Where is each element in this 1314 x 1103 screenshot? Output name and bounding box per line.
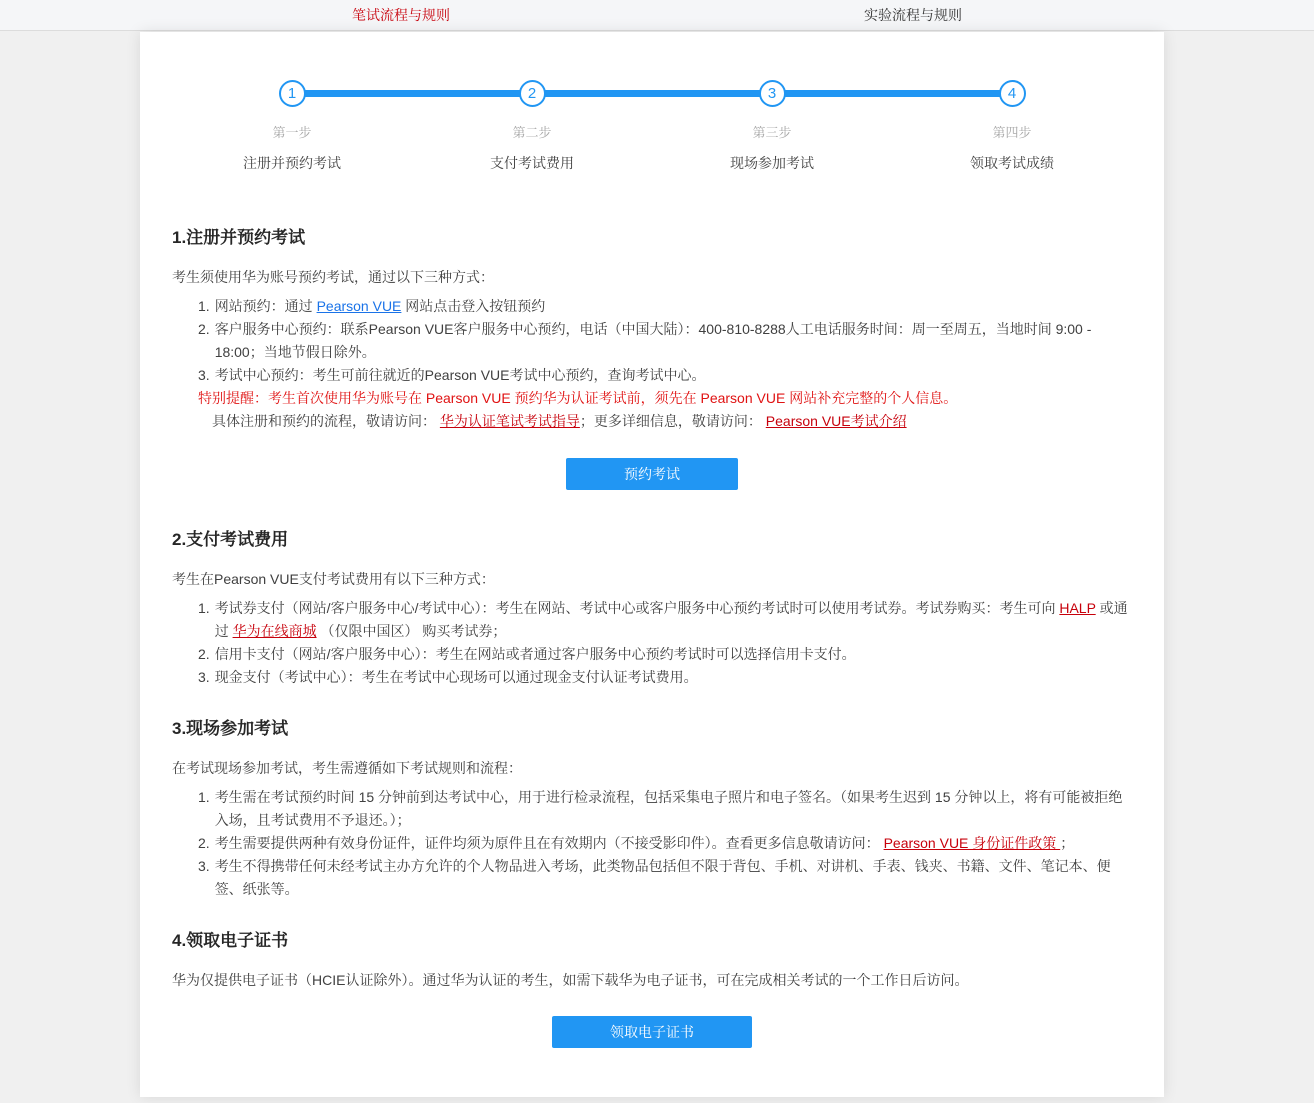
list-item-text [215, 364, 1132, 387]
text-segment: ； [1060, 835, 1075, 851]
section-1-intro: 考生须使用华为账号预约考试，通过以下三种方式： [172, 269, 494, 285]
list-item-text [215, 295, 1132, 318]
list-item [198, 364, 1132, 387]
text-segment: 或通过 [214, 600, 1128, 639]
list-item [198, 666, 1132, 689]
inline-link[interactable]: Pearson VUE [316, 298, 402, 314]
tab-lab-exam-process[interactable]: 实验流程与规则 [864, 7, 962, 23]
exam-steps-stepper [140, 32, 1164, 172]
section-3-list [172, 786, 1132, 901]
step-1-label: 第一步 [272, 125, 312, 140]
section-2-intro: 考生在Pearson VUE支付考试费用有以下三种方式： [172, 571, 495, 587]
inline-link[interactable]: HALP [1059, 600, 1096, 616]
text-segment: 具体注册和预约的流程，敬请访问： [212, 413, 440, 429]
text-segment: 网站点击登入按钮预约 [401, 298, 546, 314]
list-item-text [215, 597, 1132, 643]
step-3-title: 现场参加考试 [730, 155, 814, 171]
step-4 [892, 80, 1132, 172]
list-item-number: 1. [198, 600, 210, 616]
text-segment: 客户服务中心预约：联系Pearson VUE客户服务中心预约，电话（中国大陆）：400-810-8288人工电话服务时间：周一至周五，当地时间 9:00 - 18:00；当地节假日除外。 [214, 321, 1092, 360]
content-card [140, 32, 1164, 1097]
tab-bar [0, 0, 1314, 31]
list-item-number: 3. [198, 367, 210, 383]
list-item-text [215, 855, 1132, 901]
stepper-row [172, 80, 1132, 172]
text-segment: 现金支付（考试中心）：考生在考试中心现场可以通过现金支付认证考试费用。 [214, 669, 698, 685]
book-exam-button[interactable]: 预约考试 [566, 458, 738, 490]
card-content [140, 226, 1164, 1048]
step-3-indicator: 3 [759, 80, 786, 107]
section-3-heading: 3.现场参加考试 [172, 719, 289, 738]
inline-link[interactable]: 华为在线商城 [232, 623, 317, 639]
step-2 [412, 80, 652, 172]
book-exam-button-row [172, 433, 1132, 490]
get-certificate-button[interactable]: 领取电子证书 [552, 1016, 752, 1048]
list-item [198, 786, 1132, 832]
inline-link[interactable]: Pearson VUE 身份证件政策 [883, 835, 1061, 851]
list-item-text [215, 318, 1132, 364]
step-3-label: 第三步 [752, 125, 792, 140]
section-2-list [172, 597, 1132, 689]
section-1-list [172, 295, 1132, 433]
section-3-intro: 在考试现场参加考试，考生需遵循如下考试规则和流程： [172, 760, 522, 776]
step-3 [652, 80, 892, 172]
list-item-number: 3. [198, 669, 210, 685]
text-segment: 考生需要提供两种有效身份证件，证件均须为原件且在有效期内（不接受影印件）。查看更多信息敬请访问： [214, 835, 884, 851]
list-item-number: 1. [198, 789, 210, 805]
list-item-number: 3. [198, 858, 210, 874]
special-reminder [198, 387, 1132, 410]
tab-bar-inner [145, 0, 1169, 30]
text-segment: 考试中心预约：考生可前往就近的Pearson VUE考试中心预约，查询考试中心。 [214, 367, 706, 383]
list-item-number: 2. [198, 646, 210, 662]
list-item [198, 643, 1132, 666]
list-item-text [215, 666, 1132, 689]
step-1-indicator: 1 [279, 80, 306, 107]
text-segment: 考试券支付（网站/客户服务中心/考试中心）：考生在网站、考试中心或客户服务中心预约考试时可以使用考试券。考试券购买：考生可向 [214, 600, 1060, 616]
list-item-text [215, 832, 1132, 855]
list-item [198, 832, 1132, 855]
list-item [198, 597, 1132, 643]
step-4-title: 领取考试成绩 [970, 155, 1054, 171]
section-4-intro: 华为仅提供电子证书（HCIE认证除外）。通过华为认证的考生，如需下载华为电子证书，可在完成相关考试的一个工作日后访问。 [172, 972, 969, 988]
list-item-text [215, 643, 1132, 666]
registration-guide-note [212, 410, 1132, 433]
get-certificate-button-row [172, 992, 1132, 1048]
text-segment: （仅限中国区） 购买考试券； [316, 623, 507, 639]
section-1-heading: 1.注册并预约考试 [172, 228, 306, 247]
text-segment: 考生需在考试预约时间 15 分钟前到达考试中心，用于进行检录流程，包括采集电子照片和电子签名。（如果考生迟到 15 分钟以上，将有可能被拒绝入场，且考试费用不予退还。）； [214, 789, 1123, 828]
list-item-number: 2. [198, 835, 210, 851]
step-4-indicator: 4 [999, 80, 1026, 107]
step-1 [172, 80, 412, 172]
tab-written-exam-process[interactable]: 笔试流程与规则 [352, 7, 450, 23]
list-item [198, 295, 1132, 318]
text-segment: 网站预约：通过 [214, 298, 317, 314]
text-segment: ；更多详细信息，敬请访问： [579, 413, 766, 429]
section-2-heading: 2.支付考试费用 [172, 530, 289, 549]
inline-link[interactable]: Pearson VUE考试介绍 [765, 413, 907, 429]
text-segment: 考生不得携带任何未经考试主办方允许的个人物品进入考场，此类物品包括但不限于背包、手机、对讲机、手表、钱夹、书籍、文件、笔记本、便签、纸张等。 [214, 858, 1111, 897]
text-segment: 特别提醒：考生首次使用华为账号在 Pearson VUE 预约华为认证考试前，须先在 Pearson VUE 网站补充完整的个人信息。 [198, 390, 958, 406]
step-2-title: 支付考试费用 [490, 155, 574, 171]
list-item-number: 2. [198, 321, 210, 337]
text-segment: 信用卡支付（网站/客户服务中心）：考生在网站或者通过客户服务中心预约考试时可以选择信用卡支付。 [214, 646, 856, 662]
list-item-number: 1. [198, 298, 210, 314]
step-4-label: 第四步 [992, 125, 1032, 140]
section-4-heading: 4.领取电子证书 [172, 931, 289, 950]
list-item [198, 318, 1132, 364]
list-item [198, 855, 1132, 901]
step-1-title: 注册并预约考试 [243, 155, 341, 171]
step-2-indicator: 2 [519, 80, 546, 107]
step-2-label: 第二步 [512, 125, 552, 140]
list-item-text [215, 786, 1132, 832]
inline-link[interactable]: 华为认证笔试考试指导 [439, 413, 580, 429]
